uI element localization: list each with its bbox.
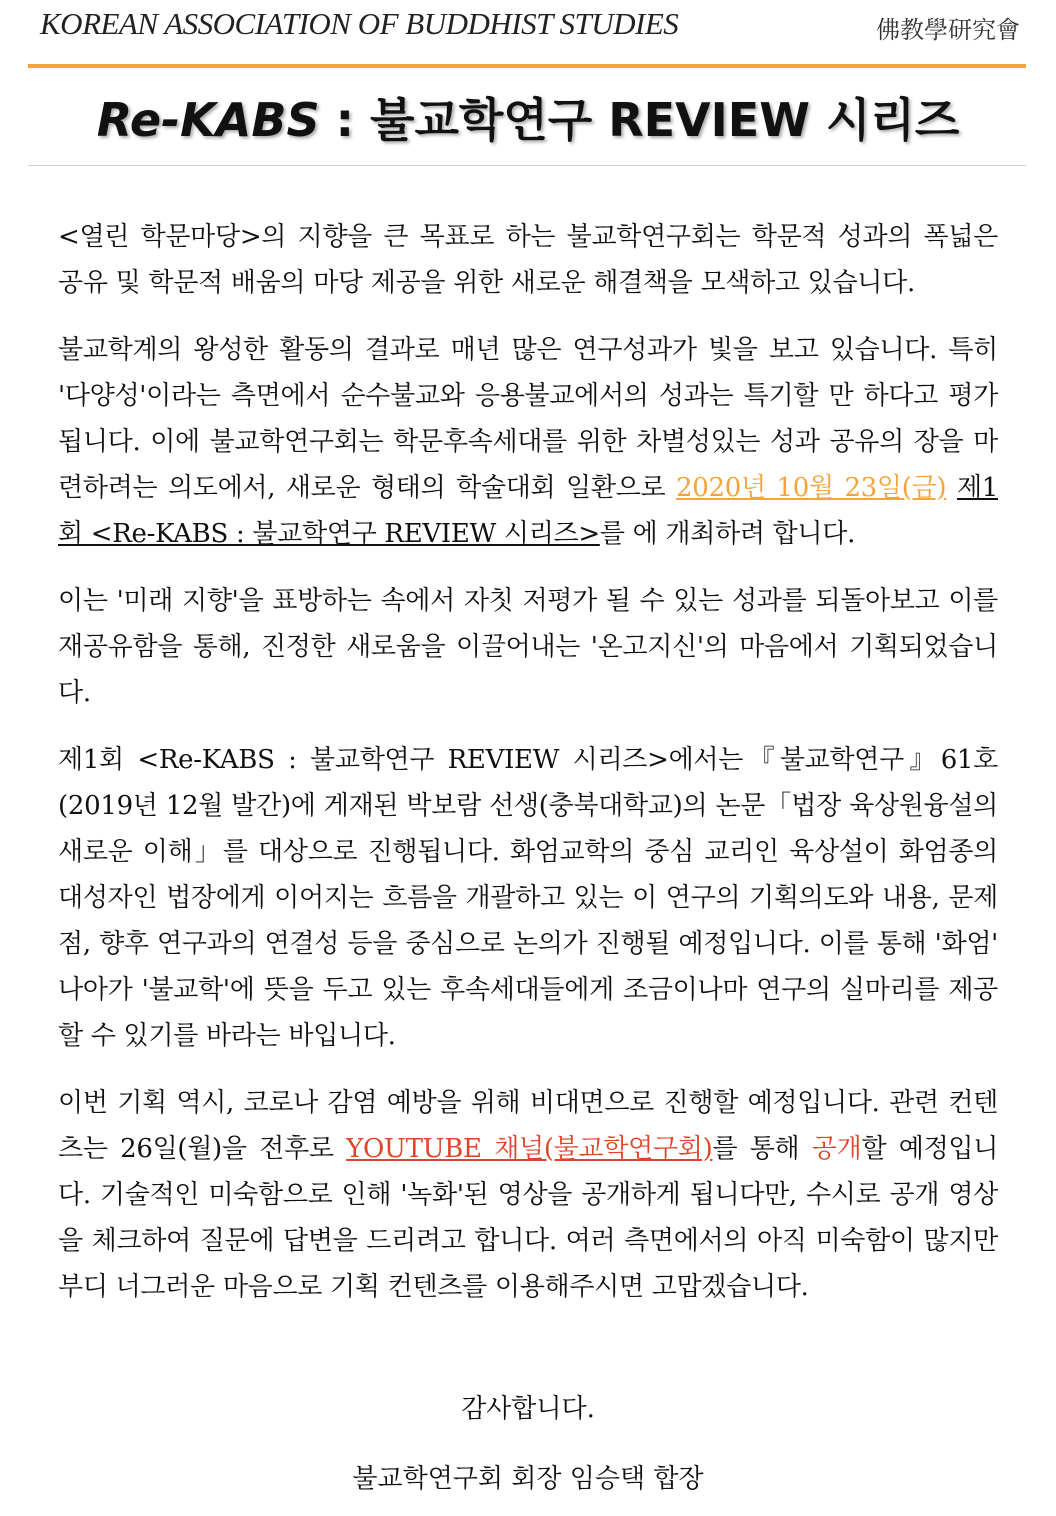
paragraph-purpose: 이는 '미래 지향'을 표방하는 속에서 자칫 저평가 될 수 있는 성과를 되돌아보고 이를 재공유함을 통해, 진정한 새로움을 이끌어내는 '온고지신'의 마음에서 기획되었습니다. (58, 586, 998, 708)
title-divider (28, 165, 1026, 166)
paragraph-online-tail: 할 예정입니다. 기술적인 미숙함으로 인해 '녹화'된 영상을 공개하게 됩니다만, 수시로 공개 영상을 체크하여 질문에 답변을 드리려고 합니다. 여러 측면에서의 아직 미숙함이 많지만 부디 너그러운 마음으로 기획 컨텐츠를 이용해주시면 고맙겠습니다. (58, 1134, 999, 1302)
paragraph-event-tail: 를 에 개최하려 합니다. (599, 519, 856, 549)
publish-highlight: 공개 (811, 1134, 862, 1164)
event-name: 제1회 <Re-KABS : 불교학연구 REVIEW 시리즈> (58, 473, 998, 549)
organization-name: KOREAN ASSOCIATION OF BUDDHIST STUDIES (40, 6, 679, 41)
paragraph-online-text: 이번 기획 역시, 코로나 감염 예방을 위해 비대면으로 진행할 예정입니다. 관련 컨텐츠는 26일(월)을 전후로 (58, 1088, 998, 1164)
event-date: 2020년 10월 23일(금) (676, 473, 947, 503)
paragraph-paper: 제1회 <Re-KABS : 불교학연구 REVIEW 시리즈>에서는『불교학연구』61호(2019년 12월 발간)에 게재된 박보람 선생(충북대학교)의 논문「법장 육상원융설의 새로운 이해」를 대상으로 진행됩니다. 화엄교학의 중심 교리인 육상설이 화엄종의 대성자인 법장에게 이어지는 흐름을 개괄하고 있는 이 연구의 기획의도와 내용, 문제점, 향후 연구과의 연결성 등을 중심으로 논의가 진행될 예정입니다. 이를 통해 '화엄' 나아가 '불교학'에 뜻을 두고 있는 후속세대들에게 조금이나마 연구의 실마리를 제공할 수 있기를 바라는 바입니다. (58, 745, 998, 1051)
paragraph-intro: <열린 학문마당>의 지향을 큰 목표로 하는 불교학연구회는 학문적 성과의 폭넓은 공유 및 학문적 배움의 마당 제공을 위한 새로운 해결책을 모색하고 있습니다. (58, 222, 998, 298)
paragraph-online (58, 1080, 998, 1310)
closing-signature: 불교학연구회 회장 임승택 합장 (352, 1464, 704, 1494)
paragraph-event (58, 327, 998, 557)
title-brand: Re-KABS (96, 93, 320, 147)
paragraph-online-mid: 를 통해 (712, 1134, 812, 1164)
page-title (0, 84, 1056, 150)
letterhead (28, 0, 1026, 64)
title-series: 불교학연구 REVIEW 시리즈 (370, 93, 960, 147)
youtube-channel-link[interactable]: YOUTUBE 채널(불교학연구회) (346, 1134, 713, 1164)
paragraph-event-text: 불교학계의 왕성한 활동의 결과로 매년 많은 연구성과가 빛을 보고 있습니다. 특히 '다양성'이라는 측면에서 순수불교와 응용불교에서의 성과는 특기할 만 하다고 평가됩니다. 이에 불교학연구회는 학문후속세대를 위한 차별성있는 성과 공유의 장을 마련하려는 의도에서, 새로운 형태의 학술대회 일환으로 (58, 335, 998, 503)
letter-body (58, 214, 998, 1331)
organization-hanja-name: 佛教學研究會 (876, 16, 1020, 44)
header-divider (28, 64, 1026, 68)
event-space (946, 473, 957, 503)
closing-thanks: 감사합니다. (461, 1394, 595, 1424)
title-separator: : (319, 93, 371, 147)
